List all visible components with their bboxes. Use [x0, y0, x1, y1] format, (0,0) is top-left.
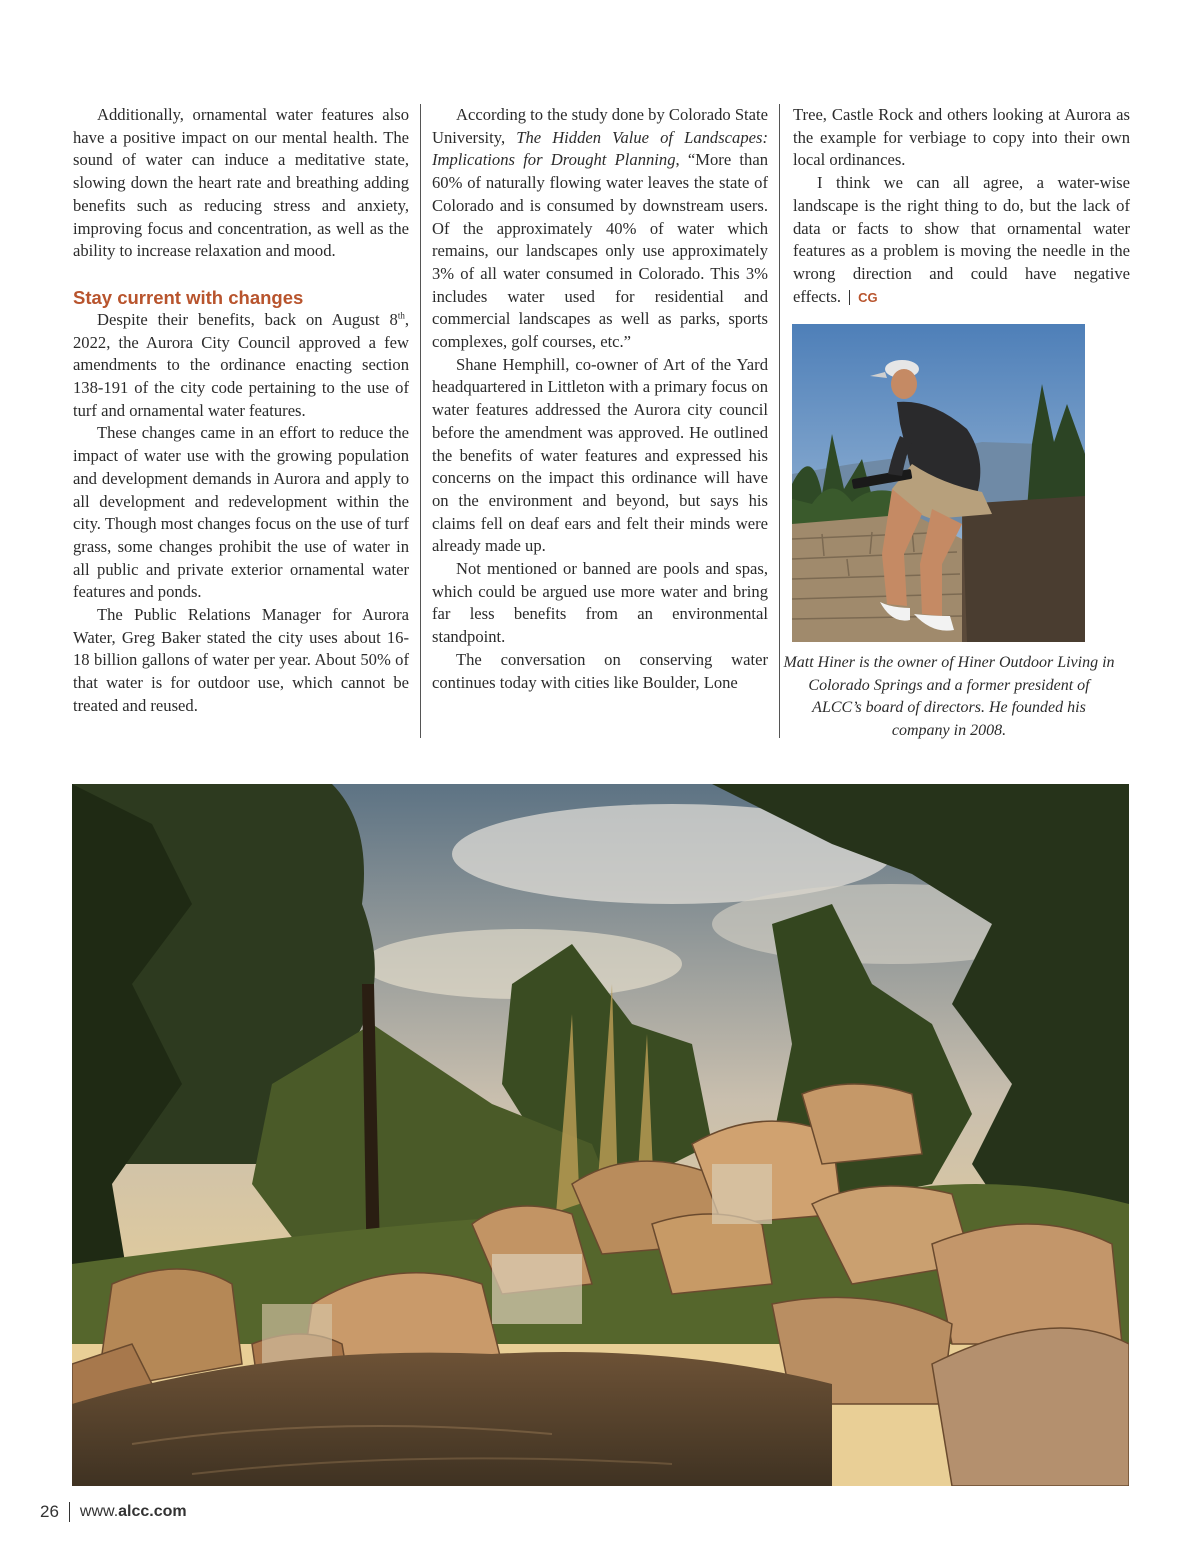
paragraph: Shane Hemphill, co-owner of Art of the Yard headquartered in Littleton with a primary focus on water features addressed the Aurora city council before the amendment was approved. He outlined the benefits of water features and expressed his concerns on the impact this ordinance will have on the environment and beyond, but says his claims fell on deaf ears and felt their minds were already made up.: [432, 354, 768, 556]
article-column-3: [793, 104, 1130, 309]
paragraph: Tree, Castle Rock and others looking at Aurora as the example for verbiage to copy into their own local ordinances.: [793, 105, 1130, 170]
paragraph-text: Despite their benefits, back on August 8: [97, 309, 398, 329]
url-domain: alcc.com: [118, 1503, 187, 1520]
paragraph-text: , 2022, the Aurora City Council approved a few amendments to the ordinance enacting section 138-191 of the city code pertaining to the use of turf and ornamental water features.: [73, 309, 409, 420]
water-feature-photo: [72, 784, 1129, 1486]
paragraph: The Public Relations Manager for Aurora Water, Greg Baker stated the city uses about 16-18 billion gallons of water per year. About 50% of that water is for outdoor use, which cannot be treated and reused.: [73, 605, 409, 715]
footer-divider: [69, 1502, 70, 1522]
page-footer: [40, 1502, 187, 1522]
column-divider: [420, 104, 421, 738]
footer-url[interactable]: [80, 1503, 187, 1521]
paragraph: These changes came in an effort to reduce the impact of water use with the growing population and development demands in Aurora and apply to all development and redevelopment within the city. Though most changes focus on the use of turf grass, some changes prohibit the use of water in all public and private exterior ornamental water features and ponds.: [73, 423, 409, 602]
article-column-2: [432, 104, 768, 694]
portrait-photo: [792, 324, 1085, 642]
ordinal-suffix: th: [397, 310, 405, 321]
paragraph: [73, 309, 409, 423]
paragraph: [432, 104, 768, 354]
paragraph-text: , “More than 60% of naturally flowing water leaves the state of Colorado and is consumed by downstream users. Of the approximately 40% of water which remains, our landscapes only use approximately 3% of all water consumed in Colorado. This 3% includes water used for residential and commercial landscapes as well as parks, sports complexes, golf courses, etc.”: [432, 150, 768, 352]
paragraph: [793, 172, 1130, 309]
study-title: The Hidden Value of Landscapes: Implications for Drought Planning: [432, 127, 768, 170]
article-column-1: [73, 104, 409, 718]
paragraph: The conversation on conserving water continues today with cities like Boulder, Lone: [432, 649, 768, 692]
url-prefix: www.: [79, 1503, 119, 1520]
column-divider: [779, 104, 780, 738]
paragraph: Not mentioned or banned are pools and spas, which could be argued use more water and bring far less benefits from an environmental standpoint.: [432, 559, 768, 647]
end-mark: CG: [849, 290, 878, 305]
paragraph-text: I think we can all agree, a water-wise landscape is the right thing to do, but the lack of data or facts to show that ornamental water features as a problem is moving the needle in the wrong direction and could have negative effects.: [793, 173, 1130, 306]
photo-caption: Matt Hiner is the owner of Hiner Outdoor Living in Colorado Springs and a former president of ALCC’s board of directors. He founded his company in 2008.: [783, 654, 1115, 739]
paragraph: Additionally, ornamental water features also have a positive impact on our mental health. The sound of water can induce a meditative state, slowing down the heart rate and breathing adding benefits such as reducing stress and anxiety, improving focus and concentration, as well as the ability to increase relaxation and mood.: [73, 105, 409, 261]
paragraph-text: According to the study done by Colorado State University,: [432, 105, 768, 147]
section-subhead: Stay current with changes: [73, 286, 304, 308]
page-number: 26: [40, 1502, 59, 1521]
